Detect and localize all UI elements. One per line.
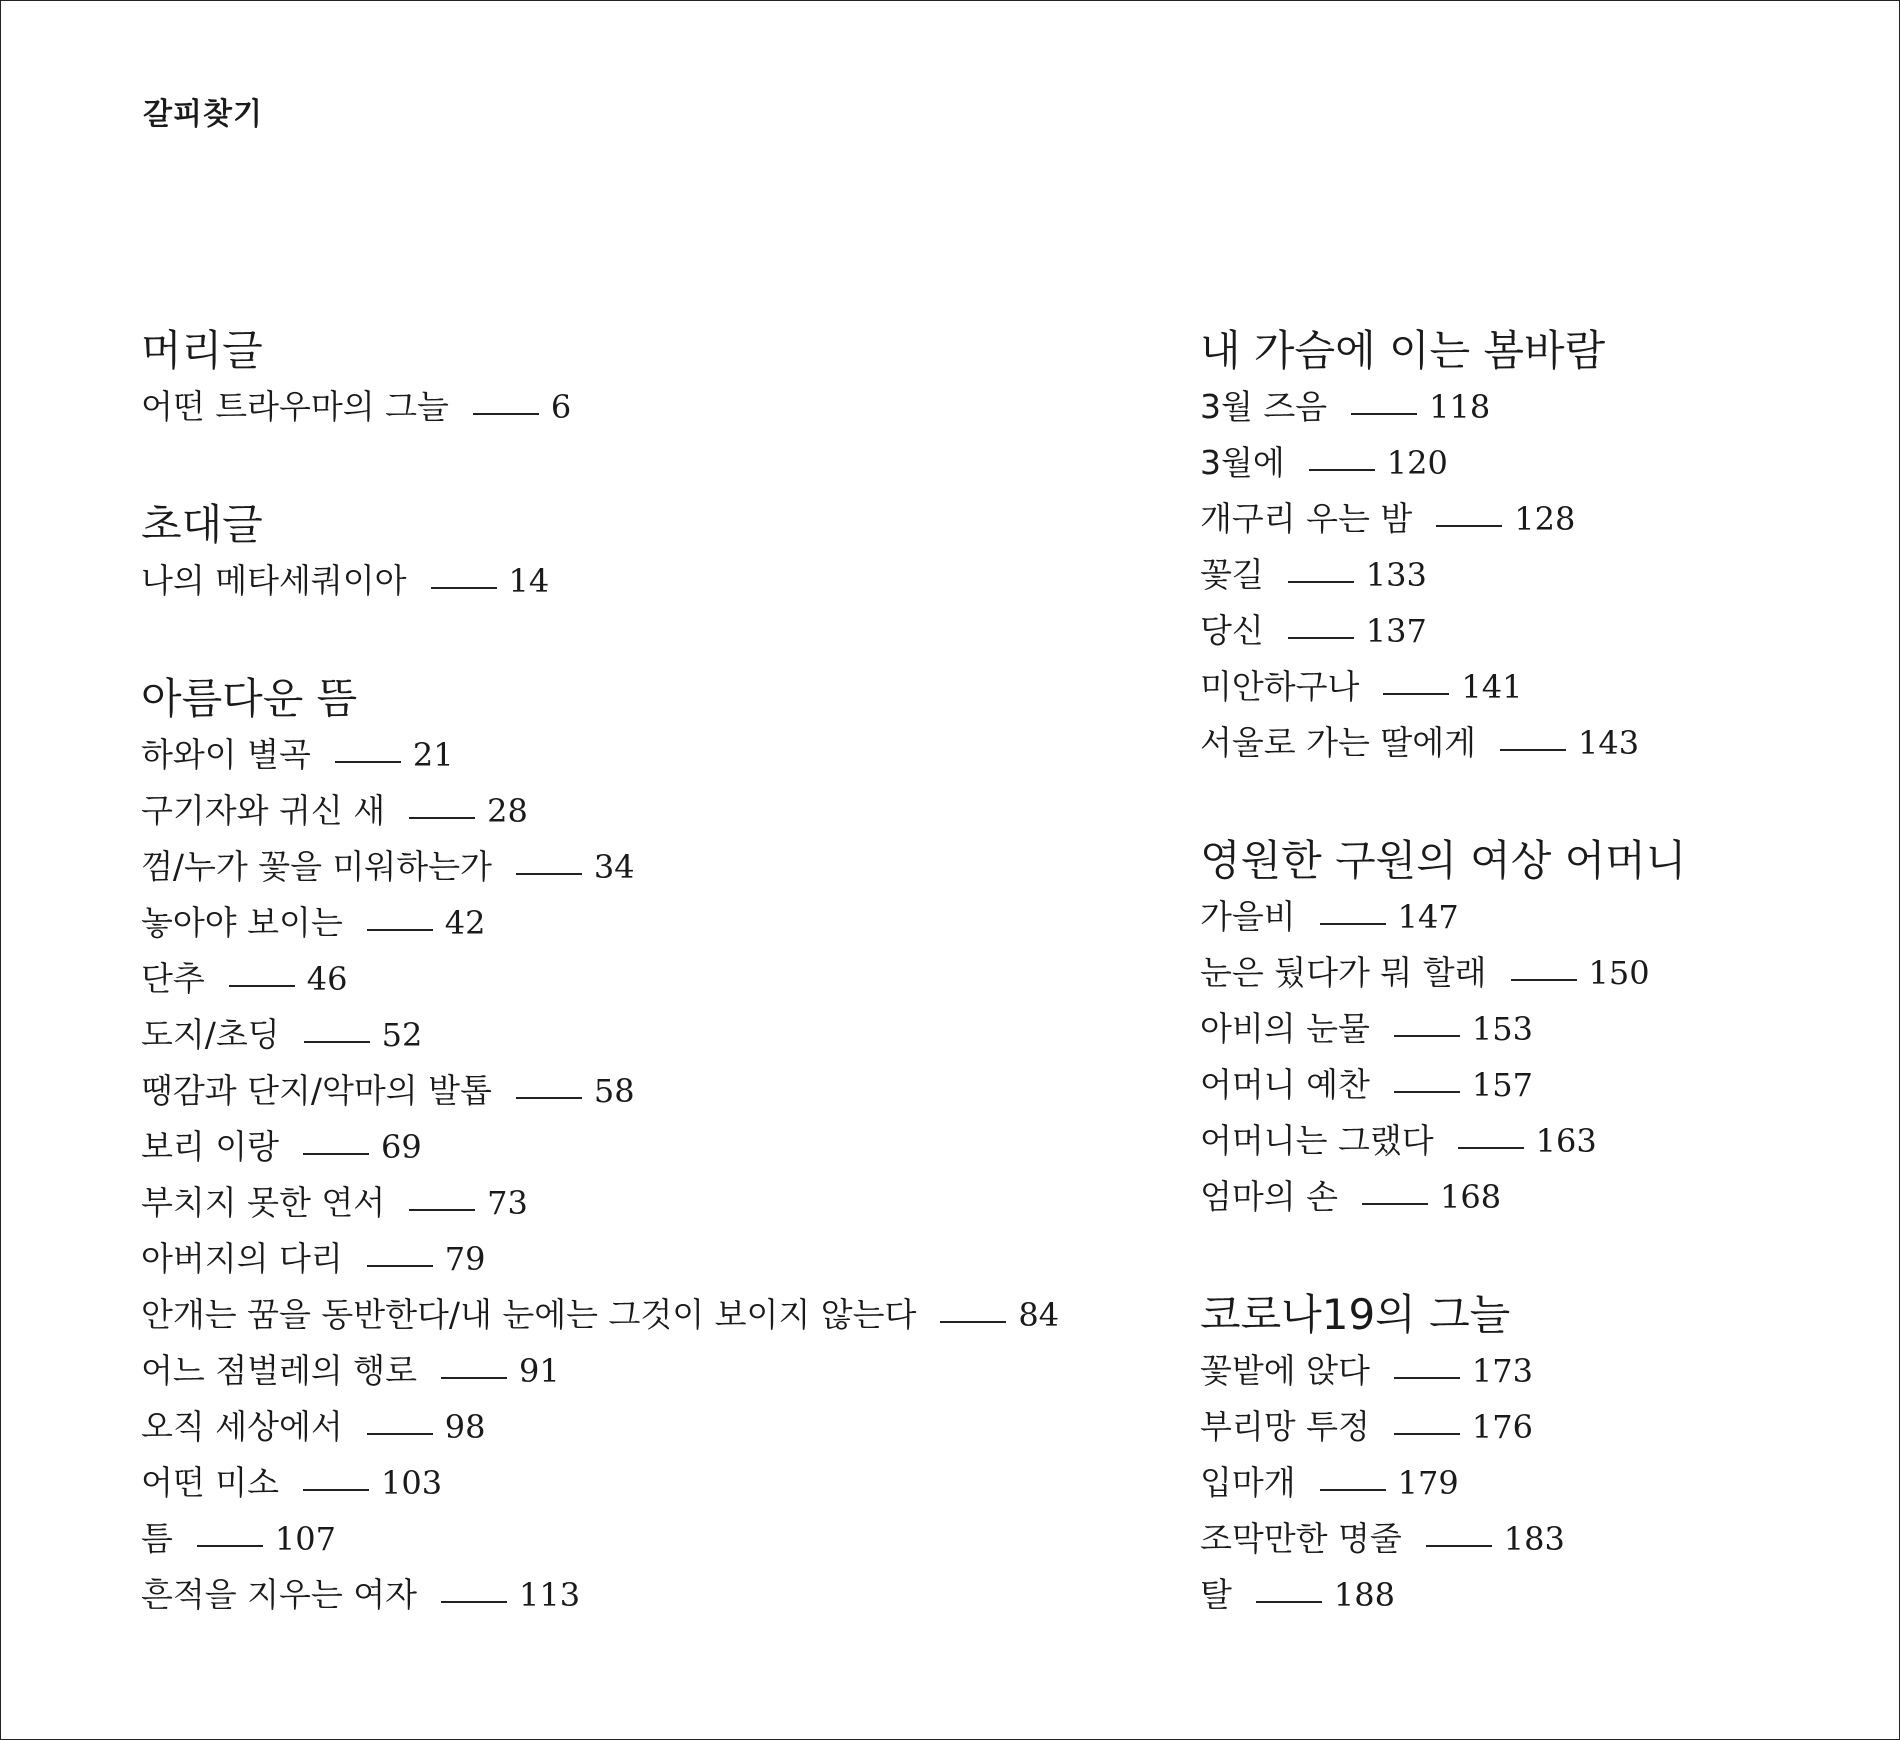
entry-list bbox=[141, 553, 1059, 609]
entry-title: 하와이 별곡 bbox=[141, 735, 311, 774]
toc-entry[interactable] bbox=[141, 1287, 1059, 1343]
entry-title: 단추 bbox=[141, 959, 205, 998]
leader-line bbox=[516, 873, 582, 875]
toc-entry[interactable] bbox=[1200, 1455, 1686, 1511]
toc-entry[interactable] bbox=[1200, 547, 1686, 603]
entry-title: 흔적을 지우는 여자 bbox=[141, 1575, 418, 1614]
entry-title: 아버지의 다리 bbox=[141, 1239, 343, 1278]
toc-entry[interactable] bbox=[141, 1511, 1059, 1567]
toc-section bbox=[141, 497, 1059, 609]
entry-page: 98 bbox=[444, 1408, 486, 1446]
leader-line bbox=[940, 1321, 1006, 1323]
toc-entry[interactable] bbox=[141, 895, 1059, 951]
entry-page: 21 bbox=[412, 736, 454, 774]
entry-page: 69 bbox=[381, 1128, 422, 1166]
entry-title: 꽃밭에 앉다 bbox=[1200, 1351, 1370, 1390]
entry-title: 껌/누가 꽃을 미워하는가 bbox=[141, 847, 492, 886]
entry-title: 조막만한 명줄 bbox=[1200, 1519, 1402, 1558]
entry-list bbox=[141, 379, 1059, 435]
leader-line bbox=[1309, 469, 1375, 471]
entry-list bbox=[1200, 1343, 1686, 1623]
toc-entry[interactable] bbox=[1200, 379, 1686, 435]
entry-title: 안개는 꿈을 동반한다/내 눈에는 그것이 보이지 않는다 bbox=[141, 1295, 917, 1334]
leader-line bbox=[1426, 1545, 1492, 1547]
toc-entry[interactable] bbox=[141, 553, 1059, 609]
entry-page: 188 bbox=[1333, 1576, 1395, 1614]
leader-line bbox=[304, 1041, 370, 1043]
entry-title: 부리망 투정 bbox=[1200, 1407, 1370, 1446]
entry-page: 153 bbox=[1471, 1010, 1533, 1048]
section-title: 아름다운 뜸 bbox=[141, 674, 358, 723]
toc-entry[interactable] bbox=[141, 951, 1059, 1007]
leader-line bbox=[1288, 581, 1354, 583]
leader-line bbox=[367, 929, 433, 931]
leader-line bbox=[431, 587, 497, 589]
toc-entry[interactable] bbox=[1200, 1399, 1686, 1455]
toc-entry[interactable] bbox=[141, 1063, 1059, 1119]
toc-entry[interactable] bbox=[141, 1231, 1059, 1287]
leader-line bbox=[441, 1377, 507, 1379]
entry-title: 눈은 뒀다가 뭐 할래 bbox=[1200, 953, 1487, 992]
toc-section bbox=[1200, 323, 1686, 771]
toc-entry[interactable] bbox=[1200, 889, 1686, 945]
leader-line bbox=[1436, 525, 1502, 527]
entry-page: 14 bbox=[508, 562, 550, 600]
toc-entry[interactable] bbox=[141, 1175, 1059, 1231]
entry-page: 28 bbox=[487, 792, 528, 830]
entry-page: 143 bbox=[1578, 724, 1640, 762]
entry-title: 아비의 눈물 bbox=[1200, 1009, 1370, 1048]
page-title: 갈피찾기 bbox=[143, 97, 263, 132]
leader-line bbox=[473, 413, 539, 415]
entry-title: 나의 메타세쿼이아 bbox=[141, 561, 407, 600]
entry-page: 58 bbox=[593, 1072, 635, 1110]
toc-entry[interactable] bbox=[141, 1399, 1059, 1455]
entry-list bbox=[1200, 889, 1686, 1225]
leader-line bbox=[1394, 1035, 1460, 1037]
leader-line bbox=[1500, 749, 1566, 751]
leader-line bbox=[1394, 1377, 1460, 1379]
entry-page: 79 bbox=[444, 1240, 486, 1278]
toc-entry[interactable] bbox=[1200, 659, 1686, 715]
leader-line bbox=[229, 985, 295, 987]
leader-line bbox=[441, 1601, 507, 1603]
entry-page: 157 bbox=[1471, 1066, 1533, 1104]
entry-page: 168 bbox=[1440, 1178, 1502, 1216]
section-title: 초대글 bbox=[141, 500, 263, 549]
entry-page: 84 bbox=[1018, 1296, 1060, 1334]
leader-line bbox=[197, 1545, 263, 1547]
entry-page: 137 bbox=[1365, 612, 1427, 650]
leader-line bbox=[1383, 693, 1449, 695]
leader-line bbox=[1320, 923, 1386, 925]
toc-entry[interactable] bbox=[1200, 1169, 1686, 1225]
entry-list bbox=[141, 727, 1059, 1623]
entry-title: 당신 bbox=[1200, 611, 1264, 650]
section-title: 내 가슴에 이는 봄바람 bbox=[1200, 326, 1606, 375]
entry-title: 틈 bbox=[141, 1519, 173, 1558]
entry-title: 어떤 트라우마의 그늘 bbox=[141, 387, 449, 426]
entry-page: 179 bbox=[1397, 1464, 1459, 1502]
entry-page: 118 bbox=[1429, 388, 1491, 426]
entry-list bbox=[1200, 379, 1686, 771]
leader-line bbox=[367, 1265, 433, 1267]
toc-entry[interactable] bbox=[141, 783, 1059, 839]
entry-title: 구기자와 귀신 새 bbox=[141, 791, 386, 830]
entry-page: 46 bbox=[306, 960, 348, 998]
entry-title: 어느 점벌레의 행로 bbox=[141, 1351, 418, 1390]
entry-title: 어떤 미소 bbox=[141, 1463, 280, 1502]
entry-page: 103 bbox=[381, 1464, 443, 1502]
entry-page: 113 bbox=[519, 1576, 581, 1614]
entry-title: 보리 이랑 bbox=[141, 1127, 280, 1166]
leader-line bbox=[1256, 1601, 1322, 1603]
leader-line bbox=[516, 1097, 582, 1099]
entry-title: 엄마의 손 bbox=[1200, 1177, 1339, 1216]
toc-entry[interactable] bbox=[141, 1343, 1059, 1399]
section-title: 코로나19의 그늘 bbox=[1200, 1290, 1511, 1339]
entry-page: 183 bbox=[1503, 1520, 1565, 1558]
entry-title: 가을비 bbox=[1200, 897, 1296, 936]
entry-title: 개구리 우는 밤 bbox=[1200, 499, 1413, 538]
entry-page: 52 bbox=[381, 1016, 423, 1054]
toc-entry[interactable] bbox=[141, 727, 1059, 783]
leader-line bbox=[1320, 1489, 1386, 1491]
toc-entry[interactable] bbox=[1200, 1001, 1686, 1057]
toc-entry[interactable] bbox=[141, 839, 1059, 895]
entry-page: 163 bbox=[1535, 1122, 1597, 1160]
entry-page: 128 bbox=[1514, 500, 1576, 538]
toc-column-left bbox=[141, 323, 1059, 1623]
leader-line bbox=[303, 1153, 369, 1155]
toc-entry[interactable] bbox=[141, 1119, 1059, 1175]
entry-page: 91 bbox=[519, 1352, 560, 1390]
leader-line bbox=[1458, 1147, 1524, 1149]
entry-title: 어머니는 그랬다 bbox=[1200, 1121, 1434, 1160]
toc-section bbox=[1200, 1287, 1686, 1623]
toc-entry[interactable] bbox=[1200, 1113, 1686, 1169]
section-title: 영원한 구원의 여상 어머니 bbox=[1200, 836, 1687, 885]
toc-entry[interactable] bbox=[1200, 1057, 1686, 1113]
entry-page: 107 bbox=[274, 1520, 336, 1558]
entry-title: 입마개 bbox=[1200, 1463, 1296, 1502]
toc-entry[interactable] bbox=[1200, 945, 1686, 1001]
entry-title: 꽃길 bbox=[1200, 555, 1264, 594]
entry-page: 150 bbox=[1588, 954, 1650, 992]
entry-title: 놓아야 보이는 bbox=[141, 903, 343, 942]
toc-entry[interactable] bbox=[141, 379, 1059, 435]
section-title: 머리글 bbox=[141, 326, 263, 375]
entry-title: 서울로 가는 딸에게 bbox=[1200, 723, 1477, 762]
leader-line bbox=[1351, 413, 1417, 415]
entry-title: 탈 bbox=[1200, 1575, 1232, 1614]
toc-section bbox=[141, 671, 1059, 1623]
entry-title: 땡감과 단지/악마의 발톱 bbox=[141, 1071, 492, 1110]
entry-page: 34 bbox=[593, 848, 635, 886]
toc-entry[interactable] bbox=[1200, 435, 1686, 491]
entry-page: 6 bbox=[550, 388, 572, 426]
toc-entry[interactable] bbox=[1200, 1343, 1686, 1399]
entry-title: 3월 즈음 bbox=[1200, 387, 1328, 426]
toc-entry[interactable] bbox=[1200, 491, 1686, 547]
entry-page: 147 bbox=[1397, 898, 1459, 936]
entry-page: 120 bbox=[1386, 444, 1448, 482]
entry-title: 부치지 못한 연서 bbox=[141, 1183, 386, 1222]
leader-line bbox=[303, 1489, 369, 1491]
leader-line bbox=[1288, 637, 1354, 639]
leader-line bbox=[409, 1209, 475, 1211]
entry-title: 어머니 예찬 bbox=[1200, 1065, 1370, 1104]
entry-page: 73 bbox=[487, 1184, 528, 1222]
entry-page: 141 bbox=[1461, 668, 1523, 706]
toc-entry[interactable] bbox=[1200, 1567, 1686, 1623]
entry-page: 42 bbox=[444, 904, 486, 942]
toc-entry[interactable] bbox=[141, 1455, 1059, 1511]
entry-title: 3월에 bbox=[1200, 443, 1285, 482]
entry-title: 오직 세상에서 bbox=[141, 1407, 343, 1446]
leader-line bbox=[1394, 1433, 1460, 1435]
toc-entry[interactable] bbox=[141, 1007, 1059, 1063]
leader-line bbox=[1394, 1091, 1460, 1093]
leader-line bbox=[1511, 979, 1577, 981]
toc-section bbox=[1200, 833, 1686, 1225]
toc-entry[interactable] bbox=[141, 1567, 1059, 1623]
toc-section bbox=[141, 323, 1059, 435]
toc-column-right bbox=[1200, 323, 1686, 1623]
toc-entry[interactable] bbox=[1200, 715, 1686, 771]
entry-title: 도지/초딩 bbox=[141, 1015, 280, 1054]
entry-page: 173 bbox=[1471, 1352, 1533, 1390]
entry-page: 176 bbox=[1471, 1408, 1533, 1446]
toc-entry[interactable] bbox=[1200, 603, 1686, 659]
leader-line bbox=[1362, 1203, 1428, 1205]
toc-entry[interactable] bbox=[1200, 1511, 1686, 1567]
leader-line bbox=[409, 817, 475, 819]
leader-line bbox=[367, 1433, 433, 1435]
leader-line bbox=[335, 761, 401, 763]
entry-title: 미안하구나 bbox=[1200, 667, 1360, 706]
entry-page: 133 bbox=[1365, 556, 1427, 594]
